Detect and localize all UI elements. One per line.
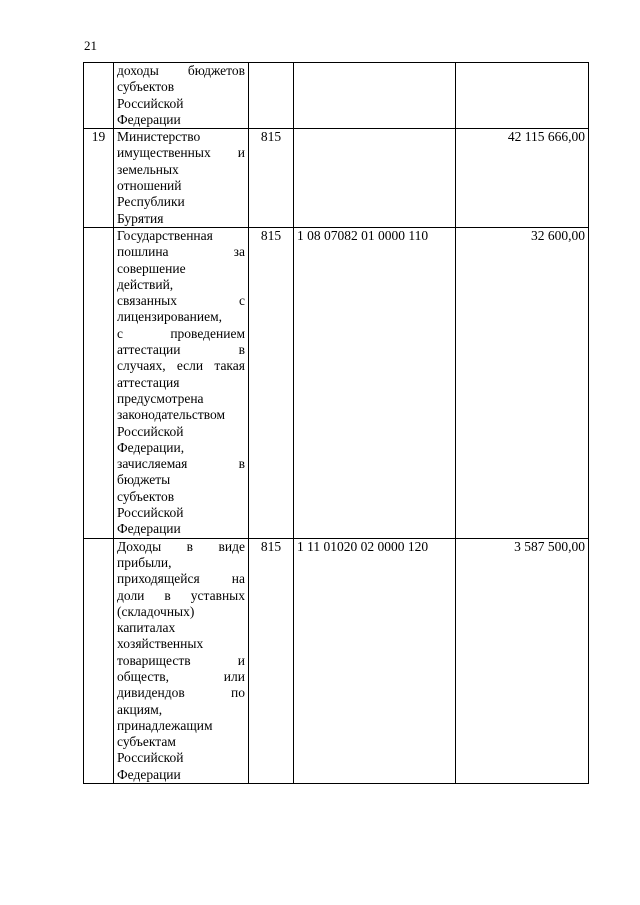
revenue-name-line: отношений	[117, 178, 182, 194]
administrator-code-cell: 815	[249, 538, 294, 783]
revenue-name-line: субъектов	[117, 79, 175, 95]
row-number-cell	[84, 63, 114, 129]
revenue-name-line: (складочных)	[117, 603, 195, 619]
revenue-name-cell	[114, 63, 249, 129]
revenue-name-cell	[114, 129, 249, 228]
revenue-name-line: принадлежащим	[117, 717, 213, 733]
revenue-name-line: Российской	[117, 505, 184, 521]
revenue-name-line: пошлина за	[117, 244, 245, 260]
revenue-name-line: Государственная	[117, 227, 213, 243]
administrator-code-cell	[249, 63, 294, 129]
revenue-name-line: доли в уставных	[117, 587, 245, 603]
revenue-name-line: бюджеты	[117, 472, 171, 488]
revenue-name-line: с проведением	[117, 325, 245, 341]
revenue-name-line: предусмотрена	[117, 390, 204, 406]
revenue-name-line: Доходы в виде	[117, 538, 245, 554]
table-body	[84, 63, 589, 784]
revenue-name-line: Федерации	[117, 111, 181, 127]
revenue-name-line: законодательством	[117, 407, 226, 423]
table-row	[84, 227, 589, 538]
revenue-name-line: дивидендов по	[117, 685, 245, 701]
budget-classification-code-cell	[294, 63, 456, 129]
revenue-name-cell	[114, 227, 249, 538]
revenue-name-line: аттестации в	[117, 342, 245, 358]
amount-cell: 3 587 500,00	[456, 538, 589, 783]
revenue-name-line: Министерство	[117, 129, 201, 145]
budget-revenue-table	[83, 62, 589, 784]
table-row	[84, 129, 589, 228]
revenue-name-line: прибыли,	[117, 554, 172, 570]
page-number: 21	[84, 38, 97, 53]
revenue-name-line: Республики	[117, 194, 185, 210]
revenue-name-line: Российской	[117, 95, 184, 111]
revenue-name-line: Федерации	[117, 521, 181, 537]
revenue-name-line: капиталах	[117, 620, 176, 636]
revenue-name-line: субъектам	[117, 734, 176, 750]
revenue-name-line: Федерации	[117, 766, 181, 782]
revenue-name-line: Федерации,	[117, 439, 185, 455]
revenue-name-line: субъектов	[117, 488, 175, 504]
amount-cell: 32 600,00	[456, 227, 589, 538]
revenue-name-line: обществ, или	[117, 668, 245, 684]
revenue-name-line: доходы бюджетов	[117, 63, 245, 78]
revenue-name-line: приходящейся на	[117, 571, 245, 587]
row-number-cell: 19	[84, 129, 114, 228]
table-row	[84, 538, 589, 783]
amount-cell: 42 115 666,00	[456, 129, 589, 228]
row-number-cell	[84, 538, 114, 783]
revenue-name-line: товариществ и	[117, 652, 245, 668]
revenue-name-line: акциям,	[117, 701, 163, 717]
revenue-name-line: совершение	[117, 260, 186, 276]
revenue-name-line: действий,	[117, 276, 174, 292]
revenue-name-line: Российской	[117, 750, 184, 766]
revenue-name-line: земельных	[117, 161, 179, 177]
administrator-code-cell: 815	[249, 227, 294, 538]
amount-cell	[456, 63, 589, 129]
budget-classification-code-cell: 1 11 01020 02 0000 120	[294, 538, 456, 783]
revenue-name-line: лицензированием,	[117, 309, 223, 325]
revenue-name-line: случаях, если такая	[117, 358, 245, 374]
row-number-cell	[84, 227, 114, 538]
table-row	[84, 63, 589, 129]
revenue-name-line: Российской	[117, 423, 184, 439]
budget-classification-code-cell	[294, 129, 456, 228]
revenue-name-cell	[114, 538, 249, 783]
revenue-name-line: Бурятия	[117, 210, 164, 226]
revenue-name-line: аттестация	[117, 374, 180, 390]
revenue-name-line: имущественных и	[117, 145, 245, 161]
budget-classification-code-cell: 1 08 07082 01 0000 110	[294, 227, 456, 538]
revenue-name-line: хозяйственных	[117, 636, 204, 652]
revenue-name-line: зачисляемая в	[117, 456, 245, 472]
administrator-code-cell: 815	[249, 129, 294, 228]
revenue-name-line: связанных с	[117, 293, 245, 309]
